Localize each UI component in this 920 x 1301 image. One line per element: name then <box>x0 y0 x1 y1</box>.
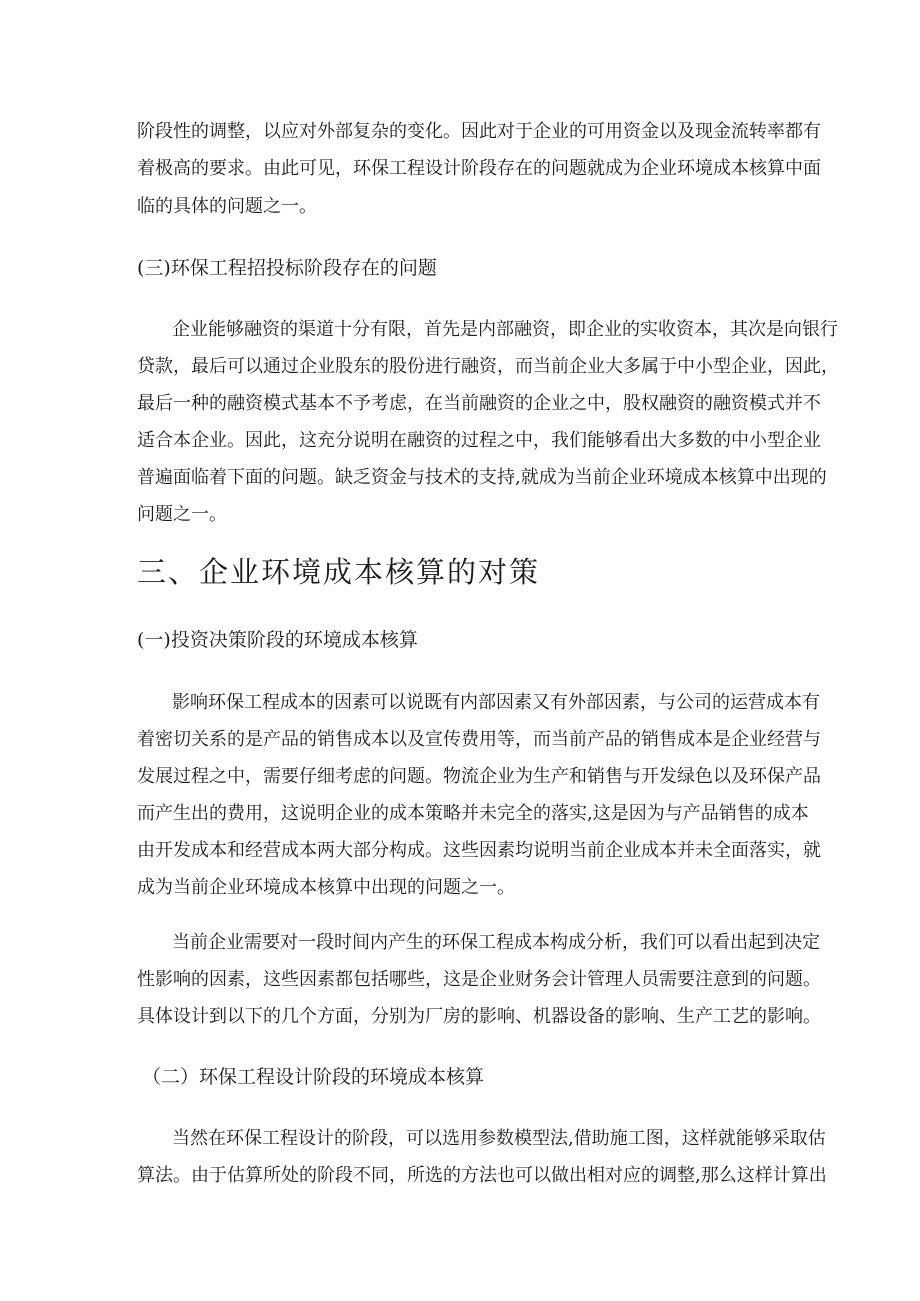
text-line: 由开发成本和经营成本两大部分构成。这些因素均说明当前企业成本并未全面落实，就 <box>137 840 821 861</box>
text-line: 企业能够融资的渠道十分有限，首先是内部融资，即企业的实收资本，其次是向银行 <box>172 319 838 340</box>
text-line: 当然在环保工程设计的阶段，可以选用参数模型法,借助施工图，这样就能够采取估 <box>172 1128 826 1149</box>
text-line: 发展过程之中，需要仔细考虑的问题。物流企业为生产和销售与开发绿色以及环保产品 <box>137 766 821 787</box>
subheading-3: (三)环保工程招投标阶段存在的问题 <box>137 257 437 279</box>
text-line: 最后一种的融资模式基本不予考虑，在当前融资的企业之中，股权融资的融资模式并不 <box>137 393 821 414</box>
text-line: 适合本企业。因此，这充分说明在融资的过程之中，我们能够看出大多数的中小型企业 <box>137 430 821 451</box>
subheading-2: （二）环保工程设计阶段的环境成本核算 <box>142 1066 485 1088</box>
text-line: 阶段性的调整，以应对外部复杂的变化。因此对于企业的可用资金以及现金流转率都有 <box>137 121 821 142</box>
subheading-1: (一)投资决策阶段的环境成本核算 <box>137 629 418 651</box>
text-line: 贷款，最后可以通过企业股东的股份进行融资，而当前企业大多属于中小型企业，因此， <box>137 356 839 377</box>
text-line: 影响环保工程成本的因素可以说既有内部因素又有外部因素，与公司的运营成本有 <box>172 692 820 713</box>
section-title: 三、企业环境成本核算的对策 <box>137 555 541 589</box>
text-line: 着密切关系的是产品的销售成本以及宣传费用等，而当前产品的销售成本是企业经营与 <box>137 729 821 750</box>
text-line: 性影响的因素，这些因素都包括哪些，这是企业财务会计管理人员需要注意到的问题。 <box>137 969 821 990</box>
text-line: 而产生出的费用，这说明企业的成本策略并未完全的落实,这是因为与产品销售的成本 <box>137 803 809 824</box>
text-line: 算法。由于估算所处的阶段不同，所选的方法也可以做出相对应的调整,那么这样计算出 <box>137 1165 827 1186</box>
text-line: 当前企业需要对一段时间内产生的环保工程成本构成分析，我们可以看出起到决定 <box>172 932 820 953</box>
text-line: 着极高的要求。由此可见，环保工程设计阶段存在的问题就成为企业环境成本核算中面 <box>137 158 821 179</box>
text-line: 临的具体的问题之一。 <box>137 196 317 217</box>
text-line: 问题之一。 <box>137 504 227 525</box>
text-line: 普遍面临着下面的问题。缺乏资金与技术的支持,就成为当前企业环境成本核算中出现的 <box>137 467 827 488</box>
text-line: 具体设计到以下的几个方面，分别为厂房的影响、机器设备的影响、生产工艺的影响。 <box>137 1006 821 1027</box>
text-line: 成为当前企业环境成本核算中出现的问题之一。 <box>137 877 515 898</box>
